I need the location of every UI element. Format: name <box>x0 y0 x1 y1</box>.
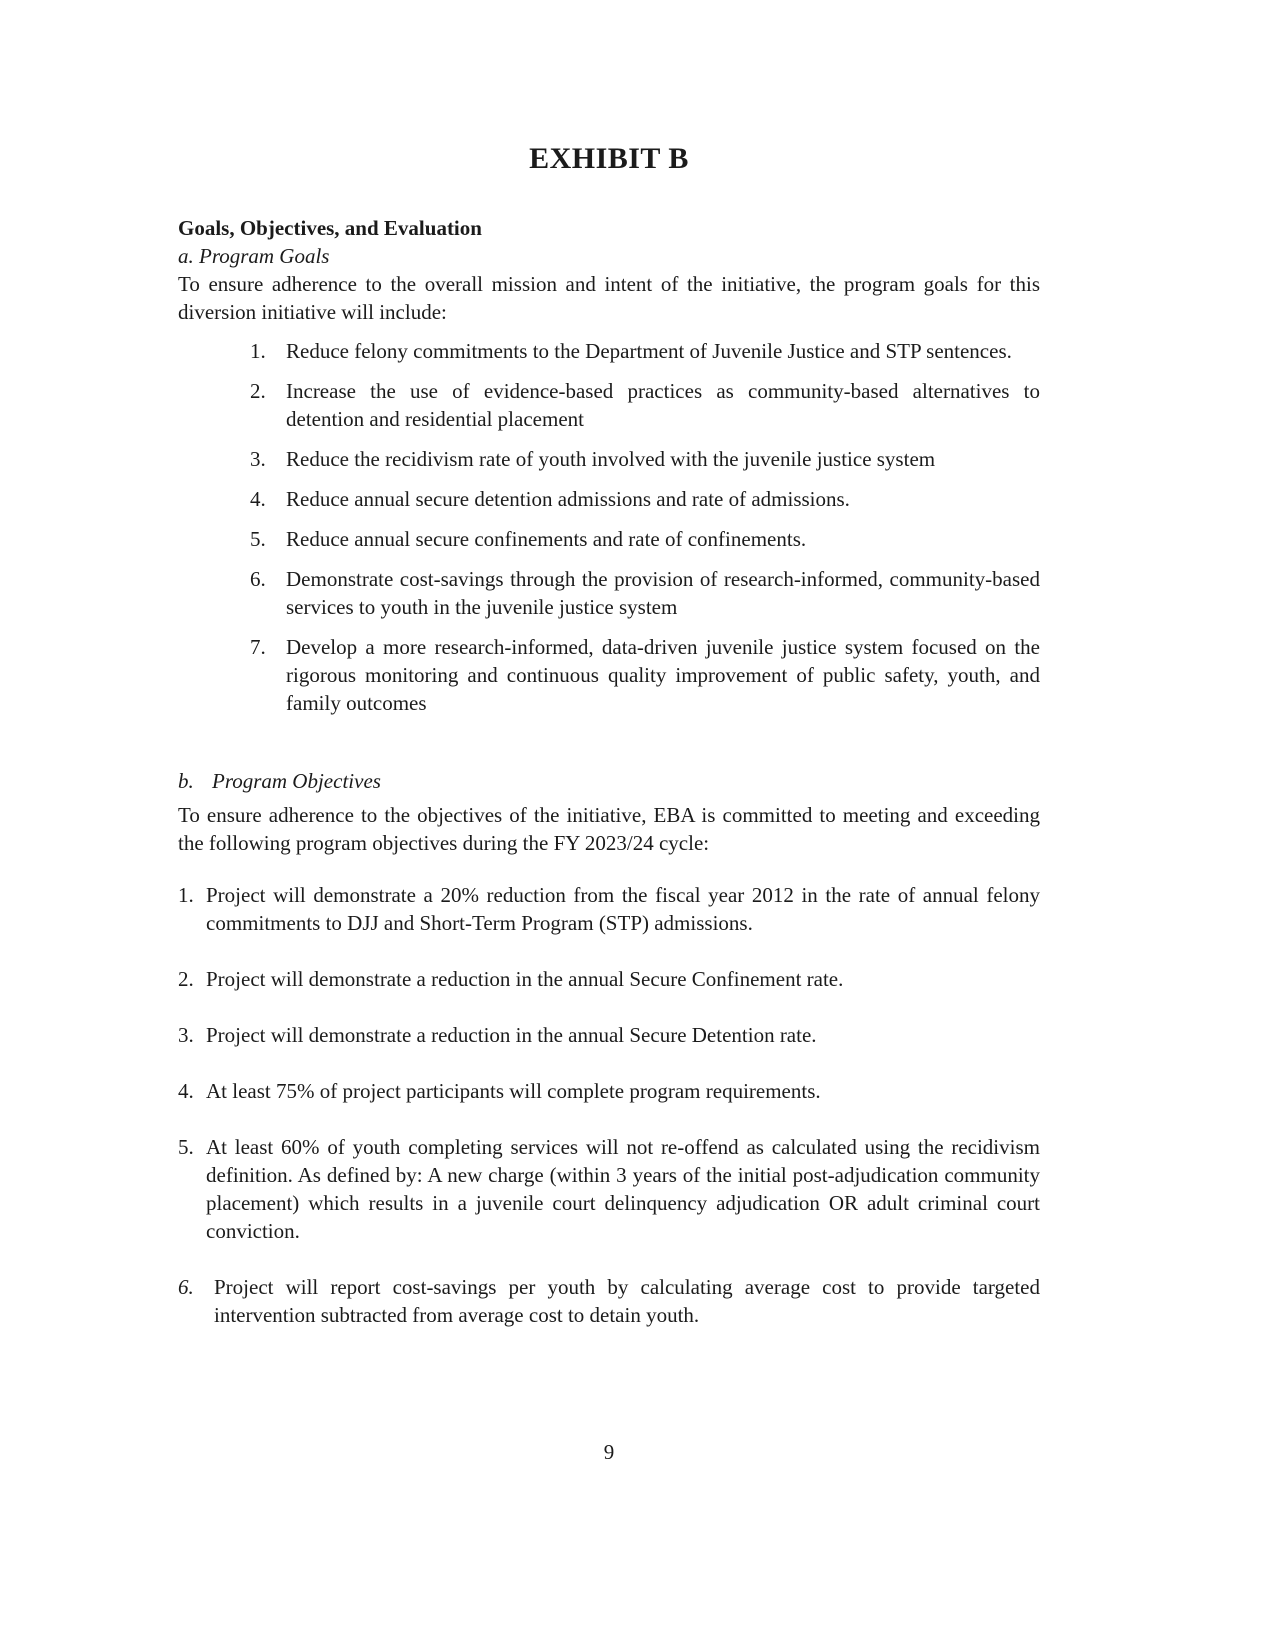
subsection-a-label: a. Program Goals <box>178 244 330 268</box>
list-item-text: Demonstrate cost-savings through the provision of research-informed, community-based services to youth in the juvenile justice system <box>286 567 1040 619</box>
program-goals-list <box>178 337 1040 717</box>
list-item-text: Increase the use of evidence-based practices as community-based alternatives to detention and residential placement <box>286 379 1040 431</box>
program-goals-intro: To ensure adherence to the overall mission and intent of the initiative, the program goals for this diversion initiative will include: <box>178 272 1040 324</box>
list-item <box>250 633 1040 717</box>
list-item-number: 2. <box>178 967 194 991</box>
section-heading: Goals, Objectives, and Evaluation <box>178 216 482 240</box>
list-item-number: 4. <box>250 487 266 511</box>
list-item-text: Reduce annual secure detention admissions and rate of admissions. <box>286 487 850 511</box>
subsection-b-label <box>178 767 1040 795</box>
list-item <box>178 1021 1040 1049</box>
list-item-text: Project will demonstrate a reduction in the annual Secure Detention rate. <box>206 1023 817 1047</box>
exhibit-title: EXHIBIT B <box>529 142 689 175</box>
list-item <box>250 337 1040 365</box>
list-item <box>250 565 1040 621</box>
list-item-text: Project will demonstrate a reduction in the annual Secure Confinement rate. <box>206 967 844 991</box>
list-item-text: Project will report cost-savings per youth by calculating average cost to provide targeted intervention subtracted from average cost to detain youth. <box>214 1275 1040 1327</box>
list-item-number: 3. <box>250 447 266 471</box>
list-item-text: At least 75% of project participants will complete program requirements. <box>206 1079 821 1103</box>
list-item-number: 1. <box>178 883 194 907</box>
list-item-text: Reduce annual secure confinements and rate of confinements. <box>286 527 807 551</box>
list-item-number: 5. <box>250 527 266 551</box>
list-item <box>178 881 1040 937</box>
list-item <box>178 965 1040 993</box>
list-item-number: 6. <box>178 1275 194 1299</box>
program-objectives-list <box>178 881 1040 1329</box>
subsection-b-title: Program Objectives <box>212 769 381 793</box>
list-item-number: 3. <box>178 1023 194 1047</box>
list-item-text: Develop a more research-informed, data-driven juvenile justice system focused on the rigorous monitoring and continuous quality improvement of public safety, youth, and family outcomes <box>286 635 1040 715</box>
list-item <box>178 1133 1040 1245</box>
page-number: 9 <box>603 1440 615 1464</box>
list-item <box>250 485 1040 513</box>
list-item <box>250 445 1040 473</box>
list-item-number: 2. <box>250 379 266 403</box>
program-objectives-intro: To ensure adherence to the objectives of the initiative, EBA is committed to meeting and exceeding the following program objectives during the FY 2023/24 cycle: <box>178 803 1040 855</box>
list-item-number: 6. <box>250 567 266 591</box>
list-item-number: 7. <box>250 635 266 659</box>
list-item-number: 4. <box>178 1079 194 1103</box>
list-item <box>250 525 1040 553</box>
list-item-number: 1. <box>250 339 266 363</box>
list-item <box>250 377 1040 433</box>
list-item <box>178 1273 1040 1329</box>
list-item-text: Project will demonstrate a 20% reduction from the fiscal year 2012 in the rate of annual felony commitments to DJJ and Short-Term Program (STP) admissions. <box>206 883 1040 935</box>
list-item-text: Reduce felony commitments to the Department of Juvenile Justice and STP sentences. <box>286 339 1012 363</box>
list-item-number: 5. <box>178 1135 194 1159</box>
list-item-text: At least 60% of youth completing services will not re-offend as calculated using the recidivism definition. As defined by: A new charge (within 3 years of the initial post-adjudication community placement) which results in a juvenile court delinquency adjudication OR adult criminal court conviction. <box>206 1135 1040 1243</box>
subsection-b-number: b. <box>178 769 194 793</box>
list-item <box>178 1077 1040 1105</box>
list-item-text: Reduce the recidivism rate of youth involved with the juvenile justice system <box>286 447 936 471</box>
